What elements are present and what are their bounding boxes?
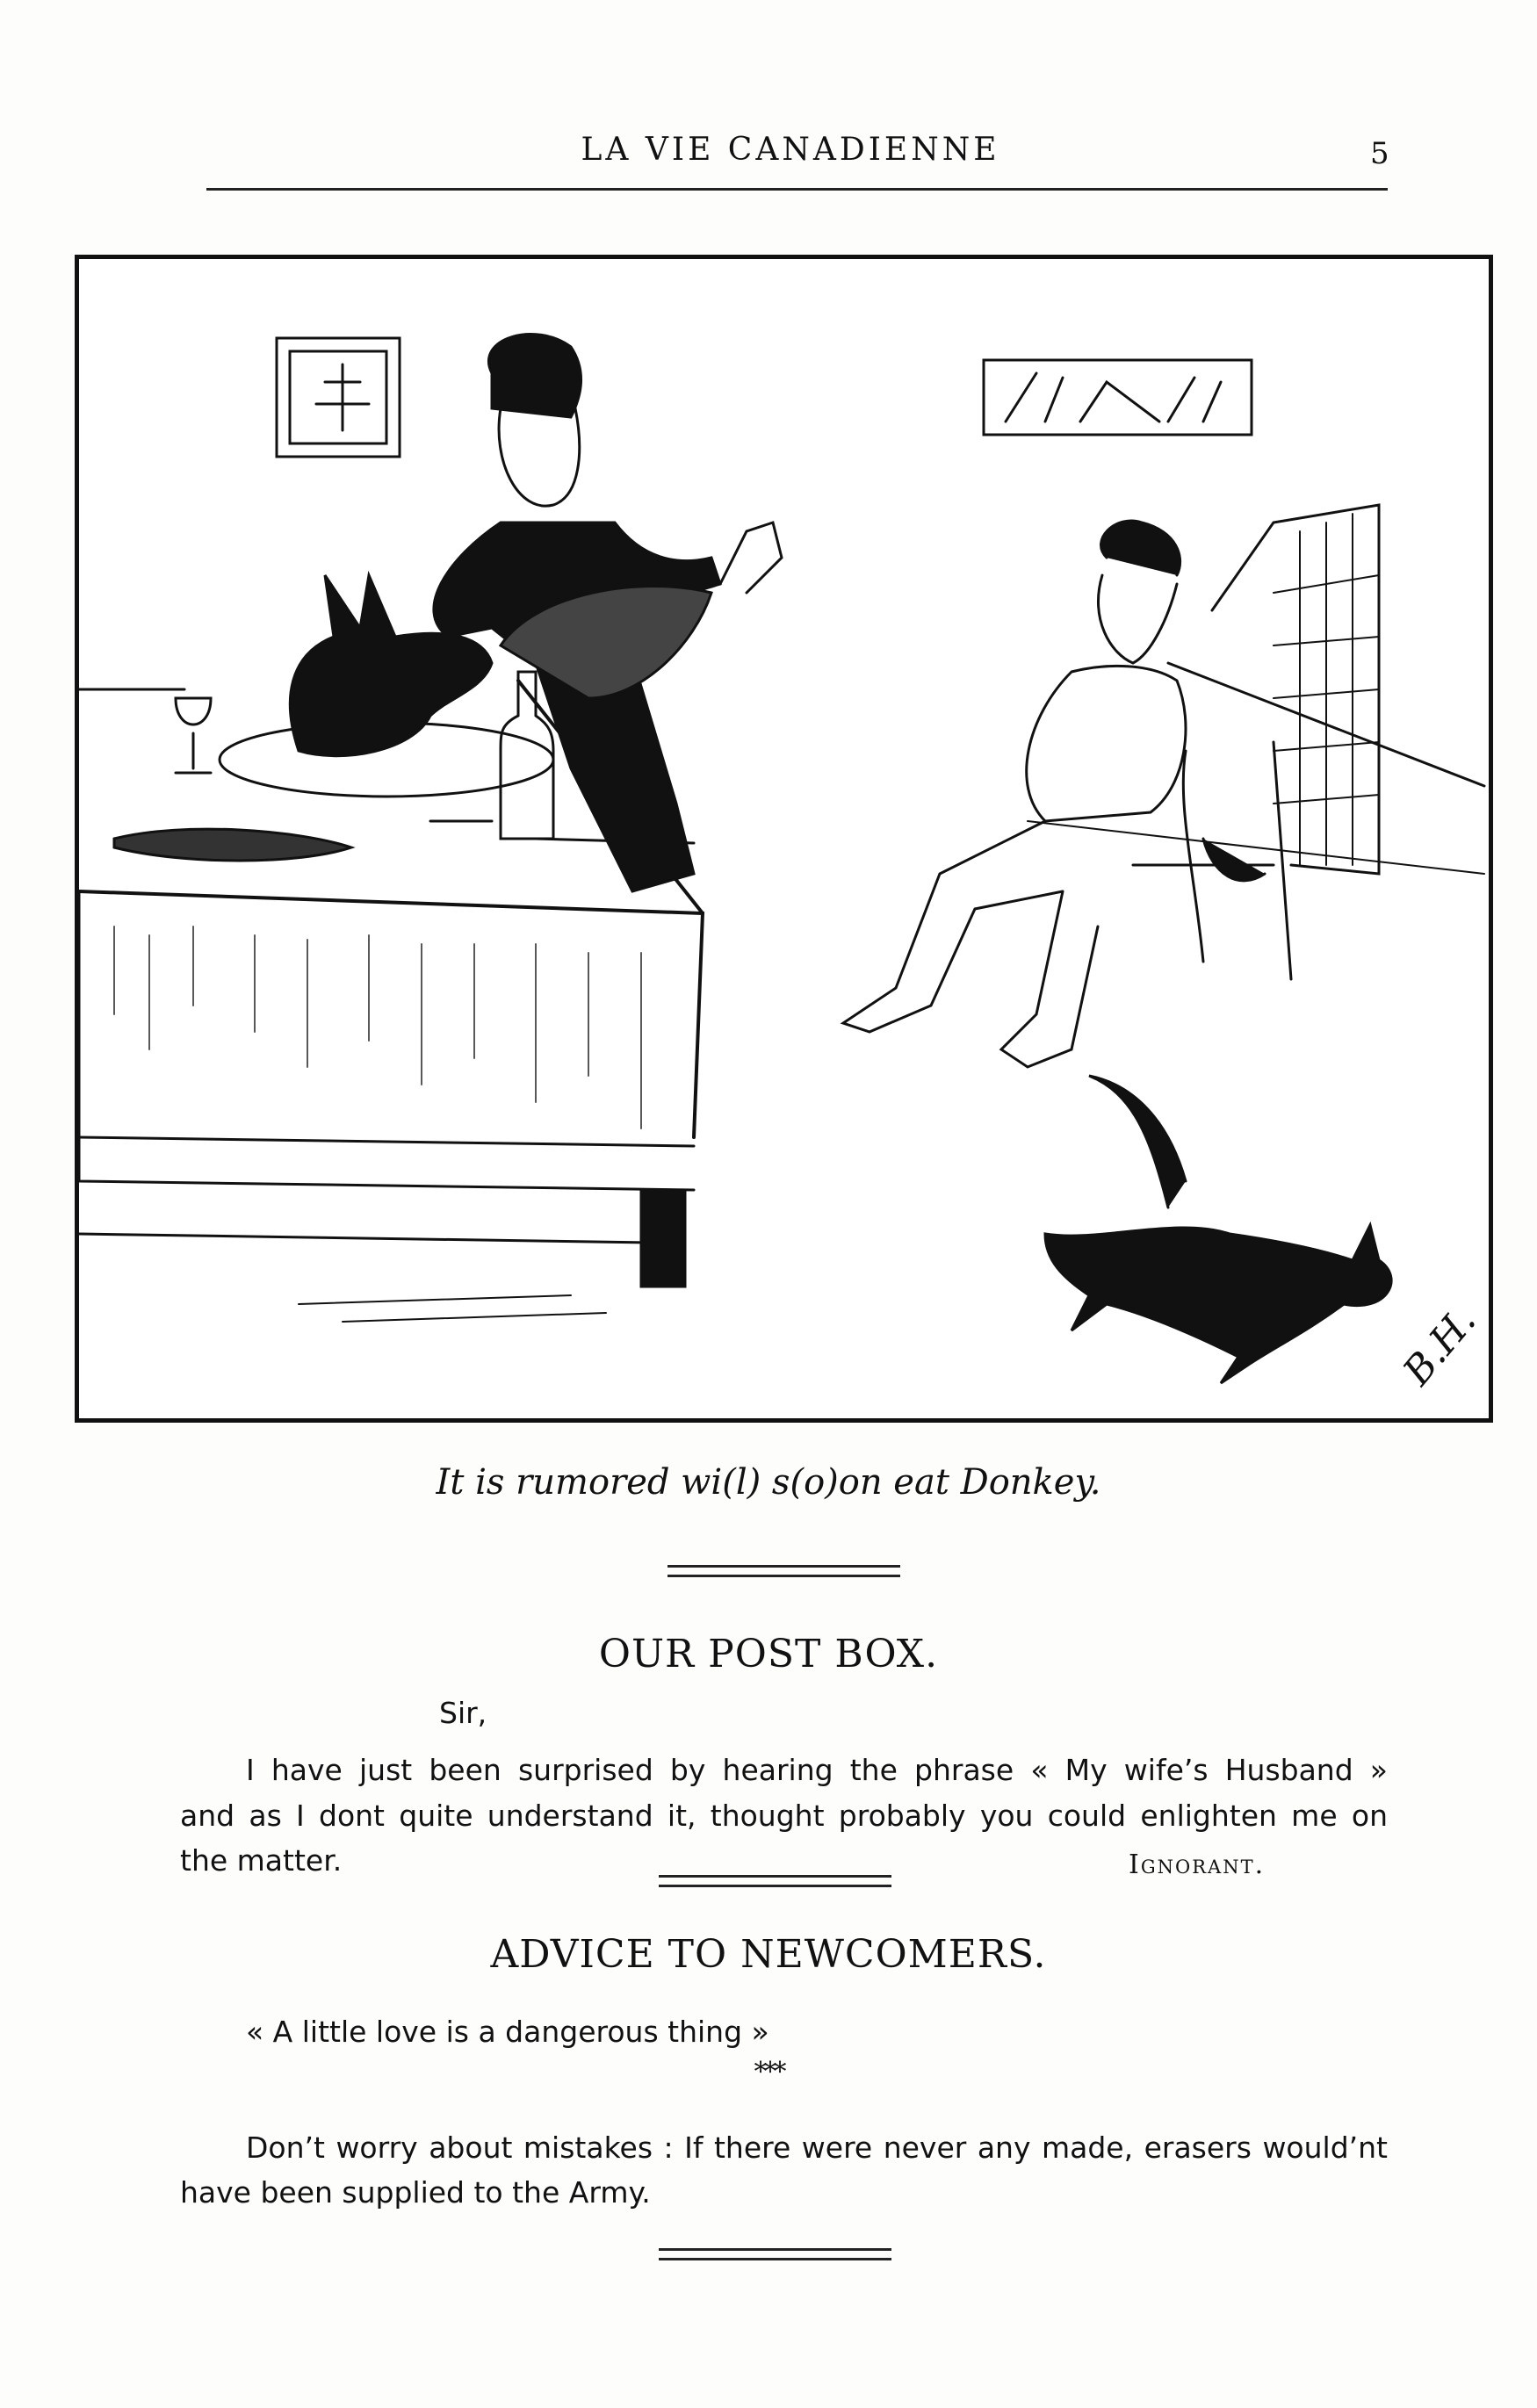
post-box-line-3: the matter. xyxy=(180,1843,343,1878)
post-box-signature: Ignorant. xyxy=(1129,1849,1266,1880)
post-box-salutation: Sir, xyxy=(439,1696,487,1730)
woman-hair xyxy=(488,335,581,417)
page-number: 5 xyxy=(1370,136,1389,171)
man-legs xyxy=(843,821,1098,1067)
cartoon-caption: It is rumored wi(l) s(o)on eat Donkey. xyxy=(436,1462,1101,1503)
asterism-text: *** xyxy=(754,2057,783,2087)
post-box-line-1: I have just been surprised by hearing the phrase « My wife’s Husband » xyxy=(246,1753,1388,1787)
man-torso xyxy=(1027,666,1186,821)
advice-heading: ADVICE TO NEWCOMERS. xyxy=(490,1932,1047,1977)
man-hair xyxy=(1101,521,1180,575)
advice-line-2: have been supplied to the Army. xyxy=(180,2175,651,2210)
running-header-title: LA VIE CANADIENNE xyxy=(581,132,1000,168)
cartoon-drawing xyxy=(79,259,1489,1418)
artist-signature: B.H. xyxy=(1394,1298,1485,1395)
woman-hand xyxy=(720,523,782,593)
man-face xyxy=(1098,575,1177,663)
wine-glass xyxy=(176,698,211,773)
woman-face xyxy=(499,408,580,506)
running-cat xyxy=(1045,1225,1391,1383)
table-edge xyxy=(79,891,703,1137)
table-leg xyxy=(641,1190,685,1287)
wine-bottle xyxy=(501,672,553,839)
wall-picture-right xyxy=(984,360,1252,435)
section-divider-1 xyxy=(667,1565,900,1577)
section-divider-2 xyxy=(659,1875,891,1887)
header-rule xyxy=(206,188,1388,191)
woman-body xyxy=(434,523,720,891)
post-box-heading: OUR POST BOX. xyxy=(598,1632,939,1676)
post-box-line-2: and as I dont quite understand it, thought probably you could enlighten me on xyxy=(180,1799,1388,1833)
cartoon-illustration xyxy=(75,255,1493,1423)
advice-quote: « A little love is a dangerous thing » xyxy=(246,2015,769,2049)
asterism xyxy=(747,2057,790,2087)
advice-line-1: Don’t worry about mistakes : If there were never any made, erasers would’nt xyxy=(246,2130,1388,2165)
chair xyxy=(1133,505,1379,979)
wall-picture-left xyxy=(277,338,400,457)
section-divider-3 xyxy=(659,2248,891,2260)
